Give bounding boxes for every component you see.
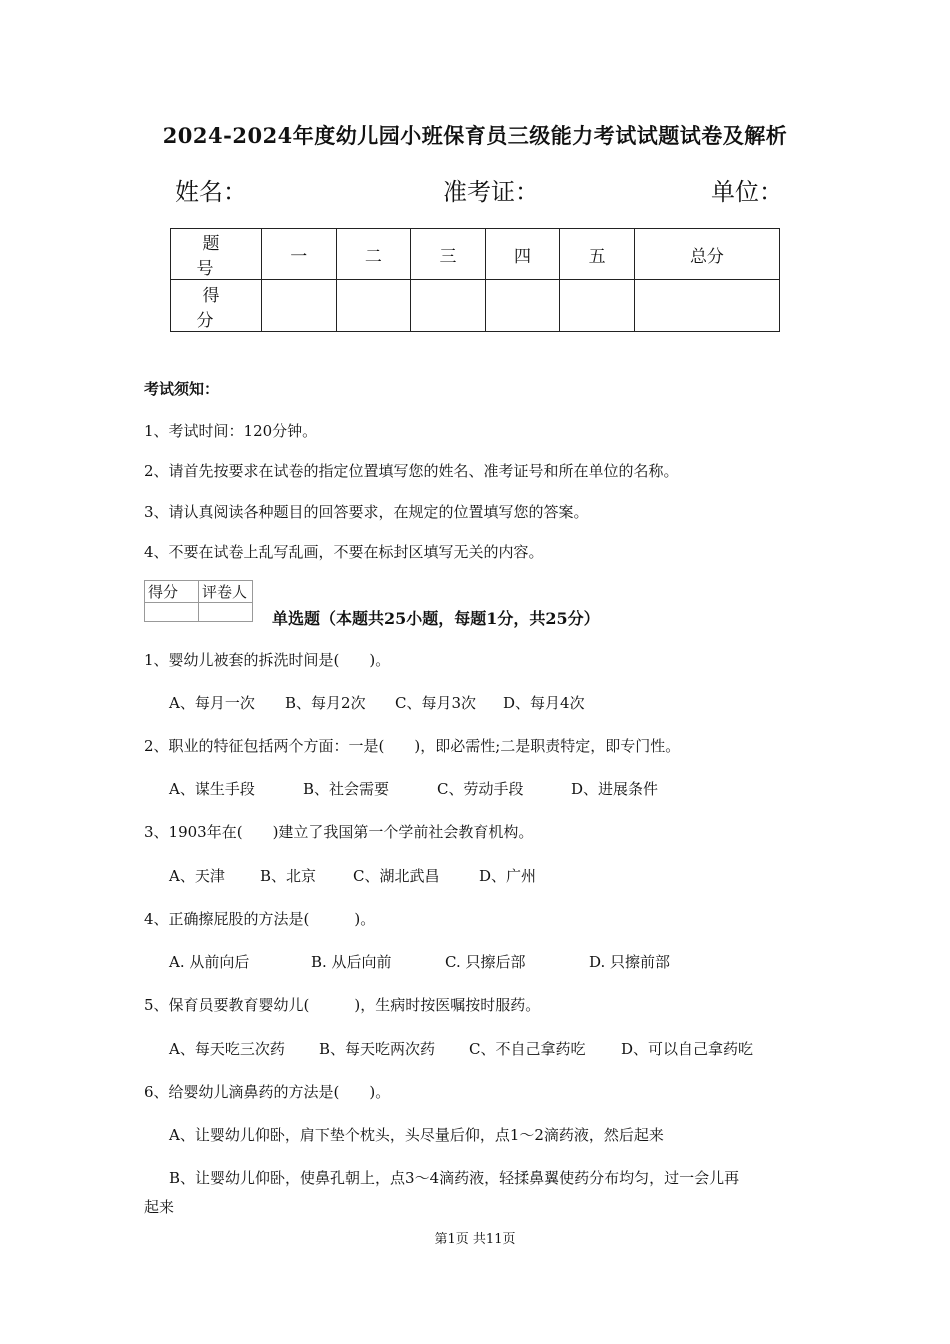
header-cell: 三 [411,229,486,280]
option: A、谋生手段 [169,780,255,798]
option: B、社会需要 [303,780,390,798]
option: D. 只擦前部 [589,953,671,971]
section-title: 单选题（本题共25小题，每题1分，共25分） [272,609,600,628]
option: D、进展条件 [571,780,659,798]
exam-id-label: 准考证： [443,178,539,206]
header-cell: 总分 [634,229,779,280]
question-text: 2、职业的特征包括两个方面：一是( )，即必需性;二是职责特定，即专门性。 [144,737,681,755]
grader-score-label: 得分 [145,581,199,603]
grader-box [144,580,253,622]
question-text: 6、给婴幼儿滴鼻药的方法是( )。 [144,1083,391,1101]
grader-name-label: 评卷人 [199,581,253,603]
option: C、每月3次 [395,694,477,712]
notice-item: 2、请首先按要求在试卷的指定位置填写您的姓名、准考证号和所在单位的名称。 [144,462,679,480]
notice-item: 1、考试时间：120分钟。 [144,422,318,440]
header-cell: 四 [485,229,560,280]
question-text: 1、婴幼儿被套的拆洗时间是( )。 [144,651,391,669]
page-footer: 第1页 共11页 [434,1232,516,1247]
option: A、让婴幼儿仰卧，肩下垫个枕头，头尽量后仰，点1～2滴药液，然后起来 [169,1126,664,1144]
unit-label: 单位： [711,178,783,206]
option: D、广州 [479,867,537,885]
option: D、每月4次 [503,694,585,712]
option: C. 只擦后部 [445,953,526,971]
row-label: 得 分 [171,280,262,332]
option: B、每月2次 [285,694,366,712]
score-table-header [171,229,780,280]
page-title: 2024-2024年度幼儿园小班保育员三级能力考试试题试卷及解析 [162,123,788,148]
grader-name-cell[interactable] [199,603,253,622]
header-cell: 一 [262,229,337,280]
question-options [169,1038,753,1059]
score-cell[interactable] [485,280,560,332]
option-continuation: 起来 [144,1198,175,1216]
question-text: 4、正确擦屁股的方法是( )。 [144,910,376,928]
question-options [169,692,585,713]
question-options [169,951,670,972]
question-text: 3、1903年在( )建立了我国第一个学前社会教育机构。 [144,823,534,841]
option: B. 从后向前 [311,953,392,971]
option: A. 从前向后 [169,953,250,971]
option: A、每天吃三次药 [169,1040,285,1058]
option: B、每天吃两次药 [319,1040,436,1058]
notice-item: 3、请认真阅读各种题目的回答要求，在规定的位置填写您的答案。 [144,503,589,521]
option: A、天津 [169,867,225,885]
option: A、每月一次 [169,694,255,712]
option: B、北京 [260,867,317,885]
score-cell[interactable] [411,280,486,332]
option: B、让婴幼儿仰卧，使鼻孔朝上，点3～4滴药液，轻揉鼻翼使药分布均匀，过一会儿再 [169,1169,740,1187]
notice-heading: 考试须知： [144,380,220,398]
name-label: 姓名： [175,178,247,206]
question-options [169,865,536,886]
option: C、湖北武昌 [353,867,440,885]
score-cell[interactable] [336,280,411,332]
score-table-row [171,280,780,332]
option: C、不自己拿药吃 [469,1040,586,1058]
header-cell: 二 [336,229,411,280]
question-text: 5、保育员要教育婴幼儿( )，生病时按医嘱按时服药。 [144,996,541,1014]
score-cell[interactable] [560,280,635,332]
option: C、劳动手段 [437,780,524,798]
header-cell: 五 [560,229,635,280]
score-table [170,228,780,332]
score-cell[interactable] [634,280,779,332]
candidate-info [175,172,787,204]
option: D、可以自己拿药吃 [621,1040,754,1058]
question-options [169,778,658,799]
header-cell: 题 号 [171,229,262,280]
notice-item: 4、不要在试卷上乱写乱画，不要在标封区填写无关的内容。 [144,543,544,561]
grader-score-cell[interactable] [145,603,199,622]
